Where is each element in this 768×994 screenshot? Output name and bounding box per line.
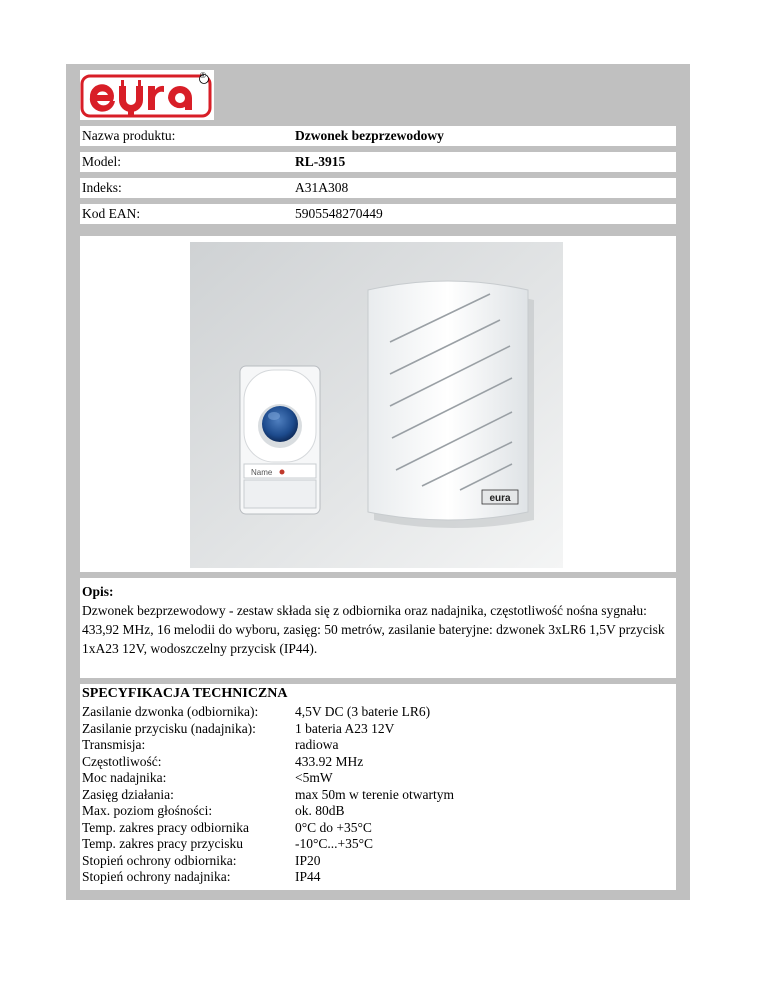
spec-row [82, 737, 454, 754]
description-heading: Opis: [82, 584, 114, 599]
specification-table [82, 704, 454, 886]
model-value: RL-3915 [295, 154, 346, 169]
spec-row [82, 820, 454, 837]
index-label: Indeks: [82, 180, 122, 195]
spec-value: <5mW [295, 770, 333, 785]
spec-key: Moc nadajnika: [82, 770, 167, 785]
spec-row [82, 770, 454, 787]
product-name-value: Dzwonek bezprzewodowy [295, 128, 444, 143]
spec-value: radiowa [295, 737, 339, 752]
specification-panel [80, 684, 676, 890]
product-photo-panel [80, 236, 676, 572]
row-model [80, 152, 676, 172]
spec-value: 1 bateria A23 12V [295, 720, 395, 736]
receiver-logo-text: eura [489, 493, 511, 504]
button-name-label: Name [251, 468, 273, 477]
description-panel [80, 578, 676, 678]
spec-row [82, 869, 454, 886]
spec-key: Max. poziom głośności: [82, 803, 213, 818]
spec-value: 0°C do +35°C [295, 819, 372, 835]
product-photo [190, 242, 563, 568]
description-text: Dzwonek bezprzewodowy - zestaw składa się z odbiornika oraz nadajnika, częstotliwość nośna sygnału: 433,92 MHz, 16 melodii do wyboru, zasięg: 50 metrów, zasilanie bateryjne: dzwonek 3xLR6 1,5V przycisk 1xA23 12V, wodoszczelny przycisk (IP44). [82, 603, 665, 656]
ean-value: 5905548270449 [295, 206, 383, 221]
ean-label: Kod EAN: [82, 206, 141, 221]
spec-key: Temp. zakres pracy przycisku [82, 836, 243, 851]
spec-key: Transmisja: [82, 737, 146, 752]
spec-value: ok. 80dB [295, 803, 345, 818]
spec-value: 4,5V DC (3 baterie LR6) [295, 704, 431, 719]
registered-mark: ® [200, 71, 206, 80]
product-name-label: Nazwa produktu: [82, 128, 176, 143]
spec-key: Częstotliwość: [82, 753, 162, 769]
spec-key: Zasilanie przycisku (nadajnika): [82, 720, 256, 736]
spec-value: max 50m w terenie otwartym [295, 786, 454, 802]
spec-row [82, 787, 454, 804]
eura-logo [80, 70, 214, 120]
spec-key: Temp. zakres pracy odbiornika [82, 819, 249, 835]
spec-key: Zasięg działania: [82, 786, 174, 802]
spec-value: 433.92 MHz [295, 753, 364, 769]
spec-row [82, 704, 454, 721]
spec-key: Stopień ochrony odbiornika: [82, 852, 237, 868]
spec-key: Stopień ochrony nadajnika: [82, 869, 231, 884]
row-index [80, 178, 676, 198]
spec-value: -10°C...+35°C [295, 836, 374, 851]
spec-row [82, 853, 454, 870]
specification-title: SPECYFIKACJA TECHNICZNA [82, 686, 288, 701]
row-product-name [80, 126, 676, 146]
spec-row [82, 803, 454, 820]
spec-key: Zasilanie dzwonka (odbiornika): [82, 704, 259, 719]
spec-value: IP44 [295, 869, 321, 884]
row-ean [80, 204, 676, 224]
model-label: Model: [82, 154, 121, 169]
spec-row [82, 754, 454, 771]
spec-row [82, 836, 454, 853]
index-value: A31A308 [295, 180, 349, 195]
spec-row [82, 721, 454, 738]
spec-value: IP20 [295, 852, 321, 868]
